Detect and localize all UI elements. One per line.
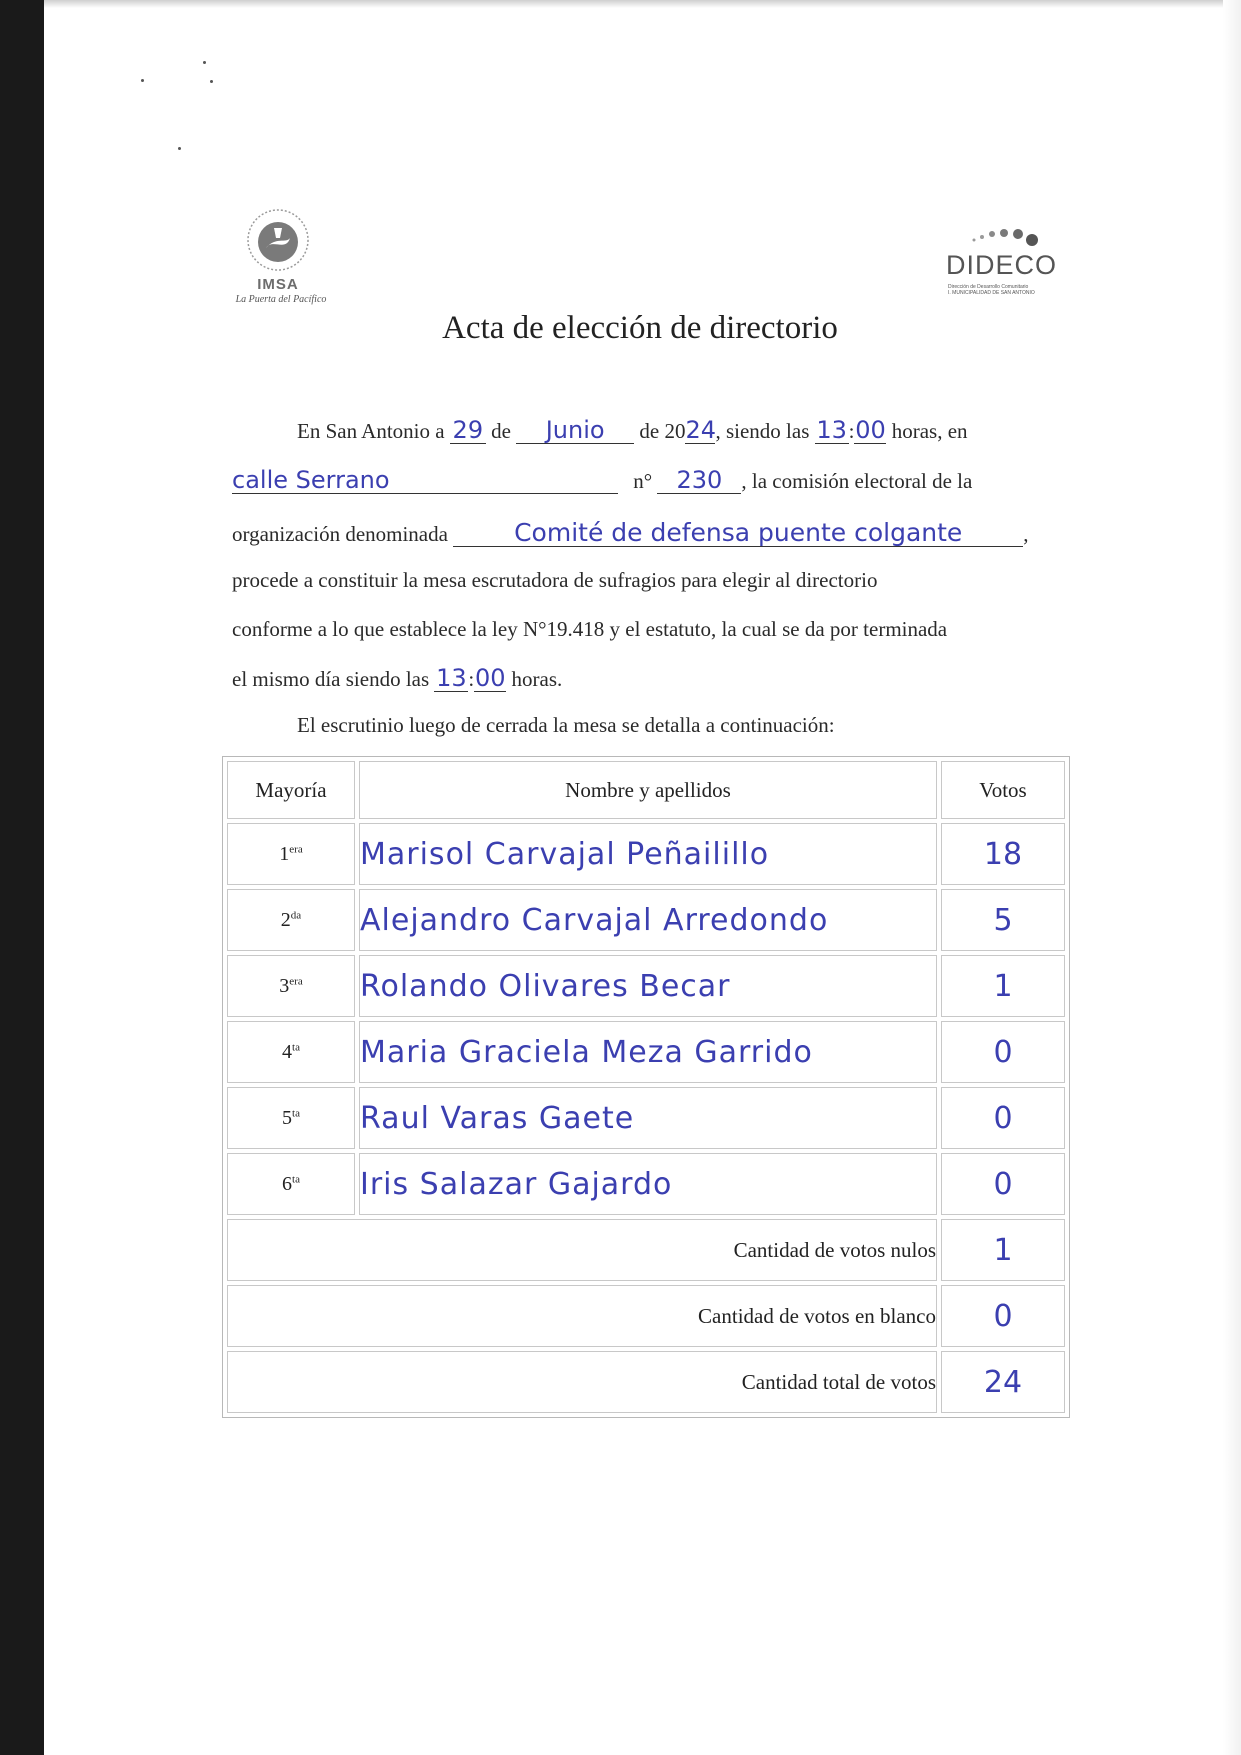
scan-top-shadow <box>44 0 1241 8</box>
null-votes-label: Cantidad de votos nulos <box>227 1219 937 1281</box>
total-row-total <box>227 1351 1065 1413</box>
candidate-name: Maria Graciela Meza Garrido <box>360 1034 813 1070</box>
text-year-prefix: de 20 <box>639 419 686 443</box>
dideco-logo-subtitle: Dirección de Desarrollo Comunitario <box>948 284 1029 290</box>
candidate-name-cell <box>359 889 937 951</box>
paragraph-line-6 <box>232 666 562 692</box>
rank-suffix: era <box>289 974 303 987</box>
day-field: 29 <box>450 418 486 444</box>
scan-speck <box>203 61 206 64</box>
rank-number: 1 <box>279 842 290 865</box>
text-siendo-las: , siendo las <box>715 419 810 443</box>
candidate-votes: 5 <box>993 902 1013 938</box>
scan-right-edge <box>1223 0 1241 1755</box>
blank-votes-label: Cantidad de votos en blanco <box>227 1285 937 1347</box>
table-row <box>227 1087 1065 1149</box>
paragraph-line-1 <box>297 418 968 444</box>
votes-cell <box>941 823 1065 885</box>
table-row <box>227 1153 1065 1215</box>
imsa-logo-name: IMSA <box>257 276 299 293</box>
text-organizacion-denominada: organización denominada <box>232 522 448 546</box>
rank-number: 6 <box>282 1172 293 1195</box>
rank-cell <box>227 889 355 951</box>
results-table <box>222 756 1070 1418</box>
blank-votes-cell <box>941 1285 1065 1347</box>
text-horas-en: horas, en <box>891 419 968 443</box>
imsa-logo-tagline: La Puerta del Pacífico <box>235 294 327 305</box>
street-field: calle Serrano <box>232 468 618 494</box>
candidate-name: Iris Salazar Gajardo <box>360 1166 673 1202</box>
document-title: Acta de elección de directorio <box>442 310 838 346</box>
year-field: 24 <box>685 416 717 444</box>
scan-speck <box>141 79 144 82</box>
table-row <box>227 889 1065 951</box>
header-votos: Votos <box>941 761 1065 819</box>
candidate-votes: 0 <box>993 1166 1013 1202</box>
paragraph-line-4: procede a constituir la mesa escrutadora de sufragios para elegir al directorio <box>232 568 878 592</box>
text-colon-2: : <box>468 667 475 691</box>
header-nombre: Nombre y apellidos <box>359 761 937 819</box>
dideco-logo-subtitle-2: I. MUNICIPALIDAD DE SAN ANTONIO <box>948 290 1035 296</box>
organization-name-field: Comité de defensa puente colgante <box>453 520 1023 547</box>
votes-cell <box>941 1021 1065 1083</box>
text-number-label: n° <box>633 469 653 493</box>
candidate-name-cell <box>359 1153 937 1215</box>
votes-cell <box>941 955 1065 1017</box>
rank-number: 5 <box>282 1106 293 1129</box>
candidate-name-cell <box>359 1021 937 1083</box>
rank-suffix: da <box>290 908 302 921</box>
candidate-name-cell <box>359 823 937 885</box>
escrutinio-intro: El escrutinio luego de cerrada la mesa se detalla a continuación: <box>297 713 835 737</box>
text-en-san-antonio: En San Antonio a <box>297 419 445 443</box>
imsa-seal-icon <box>246 208 310 272</box>
month-field: Junio <box>516 418 634 444</box>
rank-cell <box>227 1153 355 1215</box>
total-row-blanco <box>227 1285 1065 1347</box>
total-votes-value: 24 <box>983 1364 1023 1400</box>
rank-cell <box>227 1021 355 1083</box>
blank-votes-value: 0 <box>993 1298 1013 1334</box>
votes-cell <box>941 1153 1065 1215</box>
header-mayoria: Mayoría <box>227 761 355 819</box>
dideco-logo-name: DIDECO <box>946 250 1058 280</box>
candidate-votes: 1 <box>993 968 1013 1004</box>
text-el-mismo-dia: el mismo día siendo las <box>232 667 430 691</box>
dideco-dots-icon <box>970 226 1060 250</box>
text-colon: : <box>848 419 855 443</box>
scan-speck <box>210 80 213 83</box>
paragraph-line-2 <box>232 468 972 494</box>
candidate-name-cell <box>359 955 937 1017</box>
text-comma: , <box>1023 522 1029 546</box>
votes-cell <box>941 889 1065 951</box>
null-votes-value: 1 <box>993 1232 1013 1268</box>
dideco-logo <box>940 226 1060 296</box>
start-hour-field: 13 <box>816 416 847 444</box>
rank-suffix: ta <box>292 1106 300 1119</box>
rank-suffix: era <box>289 842 303 855</box>
table-row <box>227 823 1065 885</box>
text-comision-electoral: , la comisión electoral de la <box>741 469 973 493</box>
start-minute-field: 00 <box>855 416 886 444</box>
rank-suffix: ta <box>292 1172 300 1185</box>
total-row-nulos <box>227 1219 1065 1281</box>
candidate-votes: 0 <box>993 1100 1013 1136</box>
candidate-votes: 0 <box>993 1034 1013 1070</box>
table-header-row <box>227 761 1065 819</box>
rank-cell <box>227 1087 355 1149</box>
total-votes-cell <box>941 1351 1065 1413</box>
candidate-name-cell <box>359 1087 937 1149</box>
candidate-name: Marisol Carvajal Peñailillo <box>360 836 770 872</box>
scan-speck <box>178 147 181 150</box>
candidate-name: Alejandro Carvajal Arredondo <box>360 902 829 938</box>
imsa-logo <box>228 208 348 308</box>
rank-number: 4 <box>282 1040 293 1063</box>
paragraph-line-5: conforme a lo que establece la ley N°19.418 y el estatuto, la cual se da por terminada <box>232 617 948 641</box>
rank-number: 3 <box>279 974 290 997</box>
rank-cell <box>227 823 355 885</box>
null-votes-cell <box>941 1219 1065 1281</box>
candidate-name: Raul Varas Gaete <box>360 1100 635 1136</box>
total-votes-label: Cantidad total de votos <box>227 1351 937 1413</box>
street-number-field: 230 <box>657 468 741 494</box>
rank-cell <box>227 955 355 1017</box>
candidate-name: Rolando Olivares Becar <box>360 968 731 1004</box>
rank-number: 2 <box>280 908 291 931</box>
rank-suffix: ta <box>292 1040 300 1053</box>
end-hour-field: 13 <box>436 664 467 692</box>
end-minute-field: 00 <box>474 664 506 692</box>
table-row <box>227 1021 1065 1083</box>
text-horas: horas. <box>511 667 563 691</box>
candidate-votes: 18 <box>983 836 1023 872</box>
text-de: de <box>491 419 511 443</box>
table-row <box>227 955 1065 1017</box>
votes-cell <box>941 1087 1065 1149</box>
paragraph-line-3 <box>232 520 1028 547</box>
